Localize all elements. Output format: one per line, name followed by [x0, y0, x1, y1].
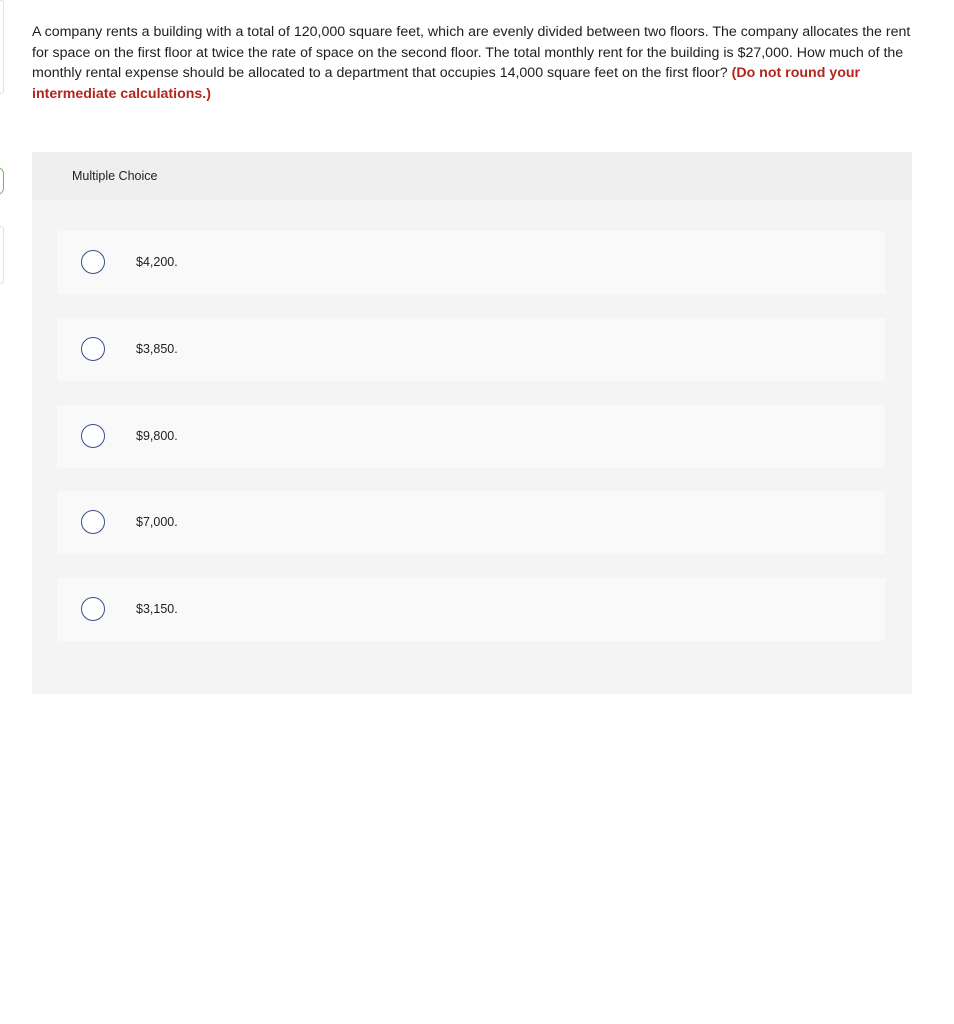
choice-label: $7,000. — [136, 515, 178, 529]
choice-option-5[interactable] — [57, 578, 885, 641]
multiple-choice-panel — [32, 152, 912, 694]
multiple-choice-header: Multiple Choice — [32, 152, 912, 200]
choice-option-2[interactable] — [57, 318, 885, 381]
radio-button[interactable] — [81, 250, 105, 274]
adjacent-card-edge — [0, 0, 4, 94]
choice-label: $3,850. — [136, 342, 178, 356]
adjacent-indicator-edge — [0, 167, 4, 195]
radio-button[interactable] — [81, 510, 105, 534]
choice-option-1[interactable] — [57, 231, 885, 294]
choice-label: $9,800. — [136, 429, 178, 443]
choice-option-3[interactable] — [57, 405, 885, 468]
question-note: (Do not round your intermediate calculations.) — [32, 65, 861, 102]
radio-button[interactable] — [81, 337, 105, 361]
radio-button[interactable] — [81, 597, 105, 621]
question-text — [32, 22, 912, 104]
choice-label: $3,150. — [136, 602, 178, 616]
question-body: A company rents a building with a total of 120,000 square feet, which are evenly divided between two floors. The company allocates the rent for space on the first floor at twice the rate of space on the second floor. The total monthly rent for the building is $27,000. How much of the monthly rental expense should be allocated to a department that occupies 14,000 square feet on the first floor? — [32, 24, 911, 81]
choice-option-4[interactable] — [57, 491, 885, 554]
adjacent-card-edge — [0, 226, 4, 284]
choice-label: $4,200. — [136, 255, 178, 269]
radio-button[interactable] — [81, 424, 105, 448]
